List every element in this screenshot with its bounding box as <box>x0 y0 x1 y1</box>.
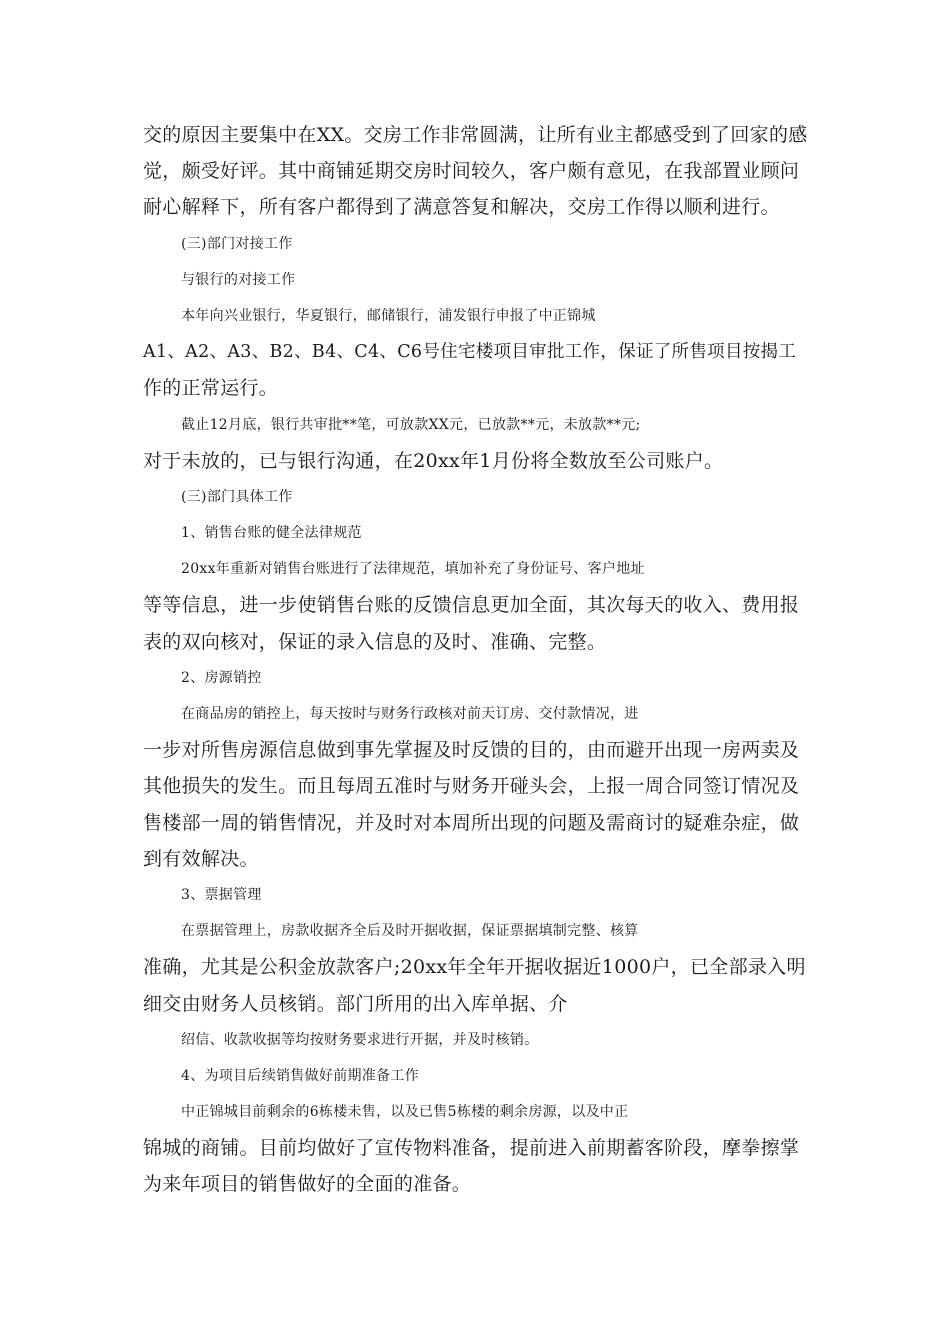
text-line: 作的正常运行。 <box>143 377 279 400</box>
text-line: 售楼部一周的销售情况，并及时对本周所出现的问题及需商讨的疑难杂症，做 <box>143 811 800 834</box>
text-line: 4、为项目后续销售做好前期准备工作 <box>181 1067 420 1084</box>
text-line: 等等信息，进一步使销售台账的反馈信息更加全面，其次每天的收入、费用报 <box>143 594 800 617</box>
text-line: 1、销售台账的健全法律规范 <box>181 525 362 542</box>
text-line: 截止12月底，银行共审批**笔，可放款XX元，已放款**元，未放款**元; <box>181 416 641 433</box>
text-line: 交的原因主要集中在XX。交房工作非常圆满，让所有业主都感受到了回家的感 <box>143 124 808 146</box>
text-line: (三)部门对接工作 <box>181 235 293 252</box>
text-line: 与银行的对接工作 <box>181 271 296 288</box>
text-line: 表的双向核对，保证的录入信息的及时、准确、完整。 <box>143 630 607 653</box>
text-line: 其他损失的发生。而且每周五准时与财务开碰头会，上报一周合同签订情况及 <box>143 775 800 798</box>
text-line: 细交由财务人员核销。部门所用的出入库单据、介 <box>143 992 568 1015</box>
text-line: 为来年项目的销售做好的全面的准备。 <box>143 1173 472 1196</box>
text-line: 锦城的商铺。目前均做好了宣传物料准备，提前进入前期蓄客阶段，摩拳擦掌 <box>143 1137 800 1160</box>
text-line: 耐心解释下，所有客户都得到了满意答复和解决，交房工作得以顺利进行。 <box>143 196 780 219</box>
text-line: 在商品房的销控上，每天按时与财务行政核对前天订房、交付款情况，进 <box>181 706 639 722</box>
text-line: 2、房源销控 <box>181 669 262 686</box>
text-line: 到有效解决。 <box>143 847 259 870</box>
text-line: 3、票据管理 <box>181 886 262 903</box>
text-line: 中正锦城目前剩余的6栋楼未售，以及已售5栋楼的剩余房源，以及中正 <box>181 1104 629 1121</box>
text-line: 对于未放的，已与银行沟通，在20xx年1月份将全数放至公司账户。 <box>143 449 724 472</box>
text-line: 准确，尤其是公积金放款客户;20xx年全年开据收据近1000户，已全部录入明 <box>143 956 806 979</box>
text-line: 一步对所售房源信息做到事先掌握及时反馈的目的，由而避开出现一房两卖及 <box>143 739 800 762</box>
text-line: A1、A2、A3、B2、B4、C4、C6号住宅楼项目审批工作，保证了所售项目按揭工 <box>143 342 797 363</box>
text-line: (三)部门具体工作 <box>181 488 293 505</box>
text-line: 20xx年重新对销售台账进行了法律规范，填加补充了身份证号、客户地址 <box>181 561 645 578</box>
text-line: 本年向兴业银行，华夏银行，邮储银行，浦发银行申报了中正锦城 <box>181 307 596 324</box>
text-line: 在票据管理上，房款收据齐全后及时开据收据，保证票据填制完整、核算 <box>181 923 639 940</box>
text-line: 绍信、收款收据等均按财务要求进行开据，并及时核销。 <box>181 1031 539 1048</box>
document-body <box>143 117 808 1203</box>
text-line: 觉，颇受好评。其中商铺延期交房时间较久，客户颇有意见，在我部置业顾问 <box>143 160 800 183</box>
